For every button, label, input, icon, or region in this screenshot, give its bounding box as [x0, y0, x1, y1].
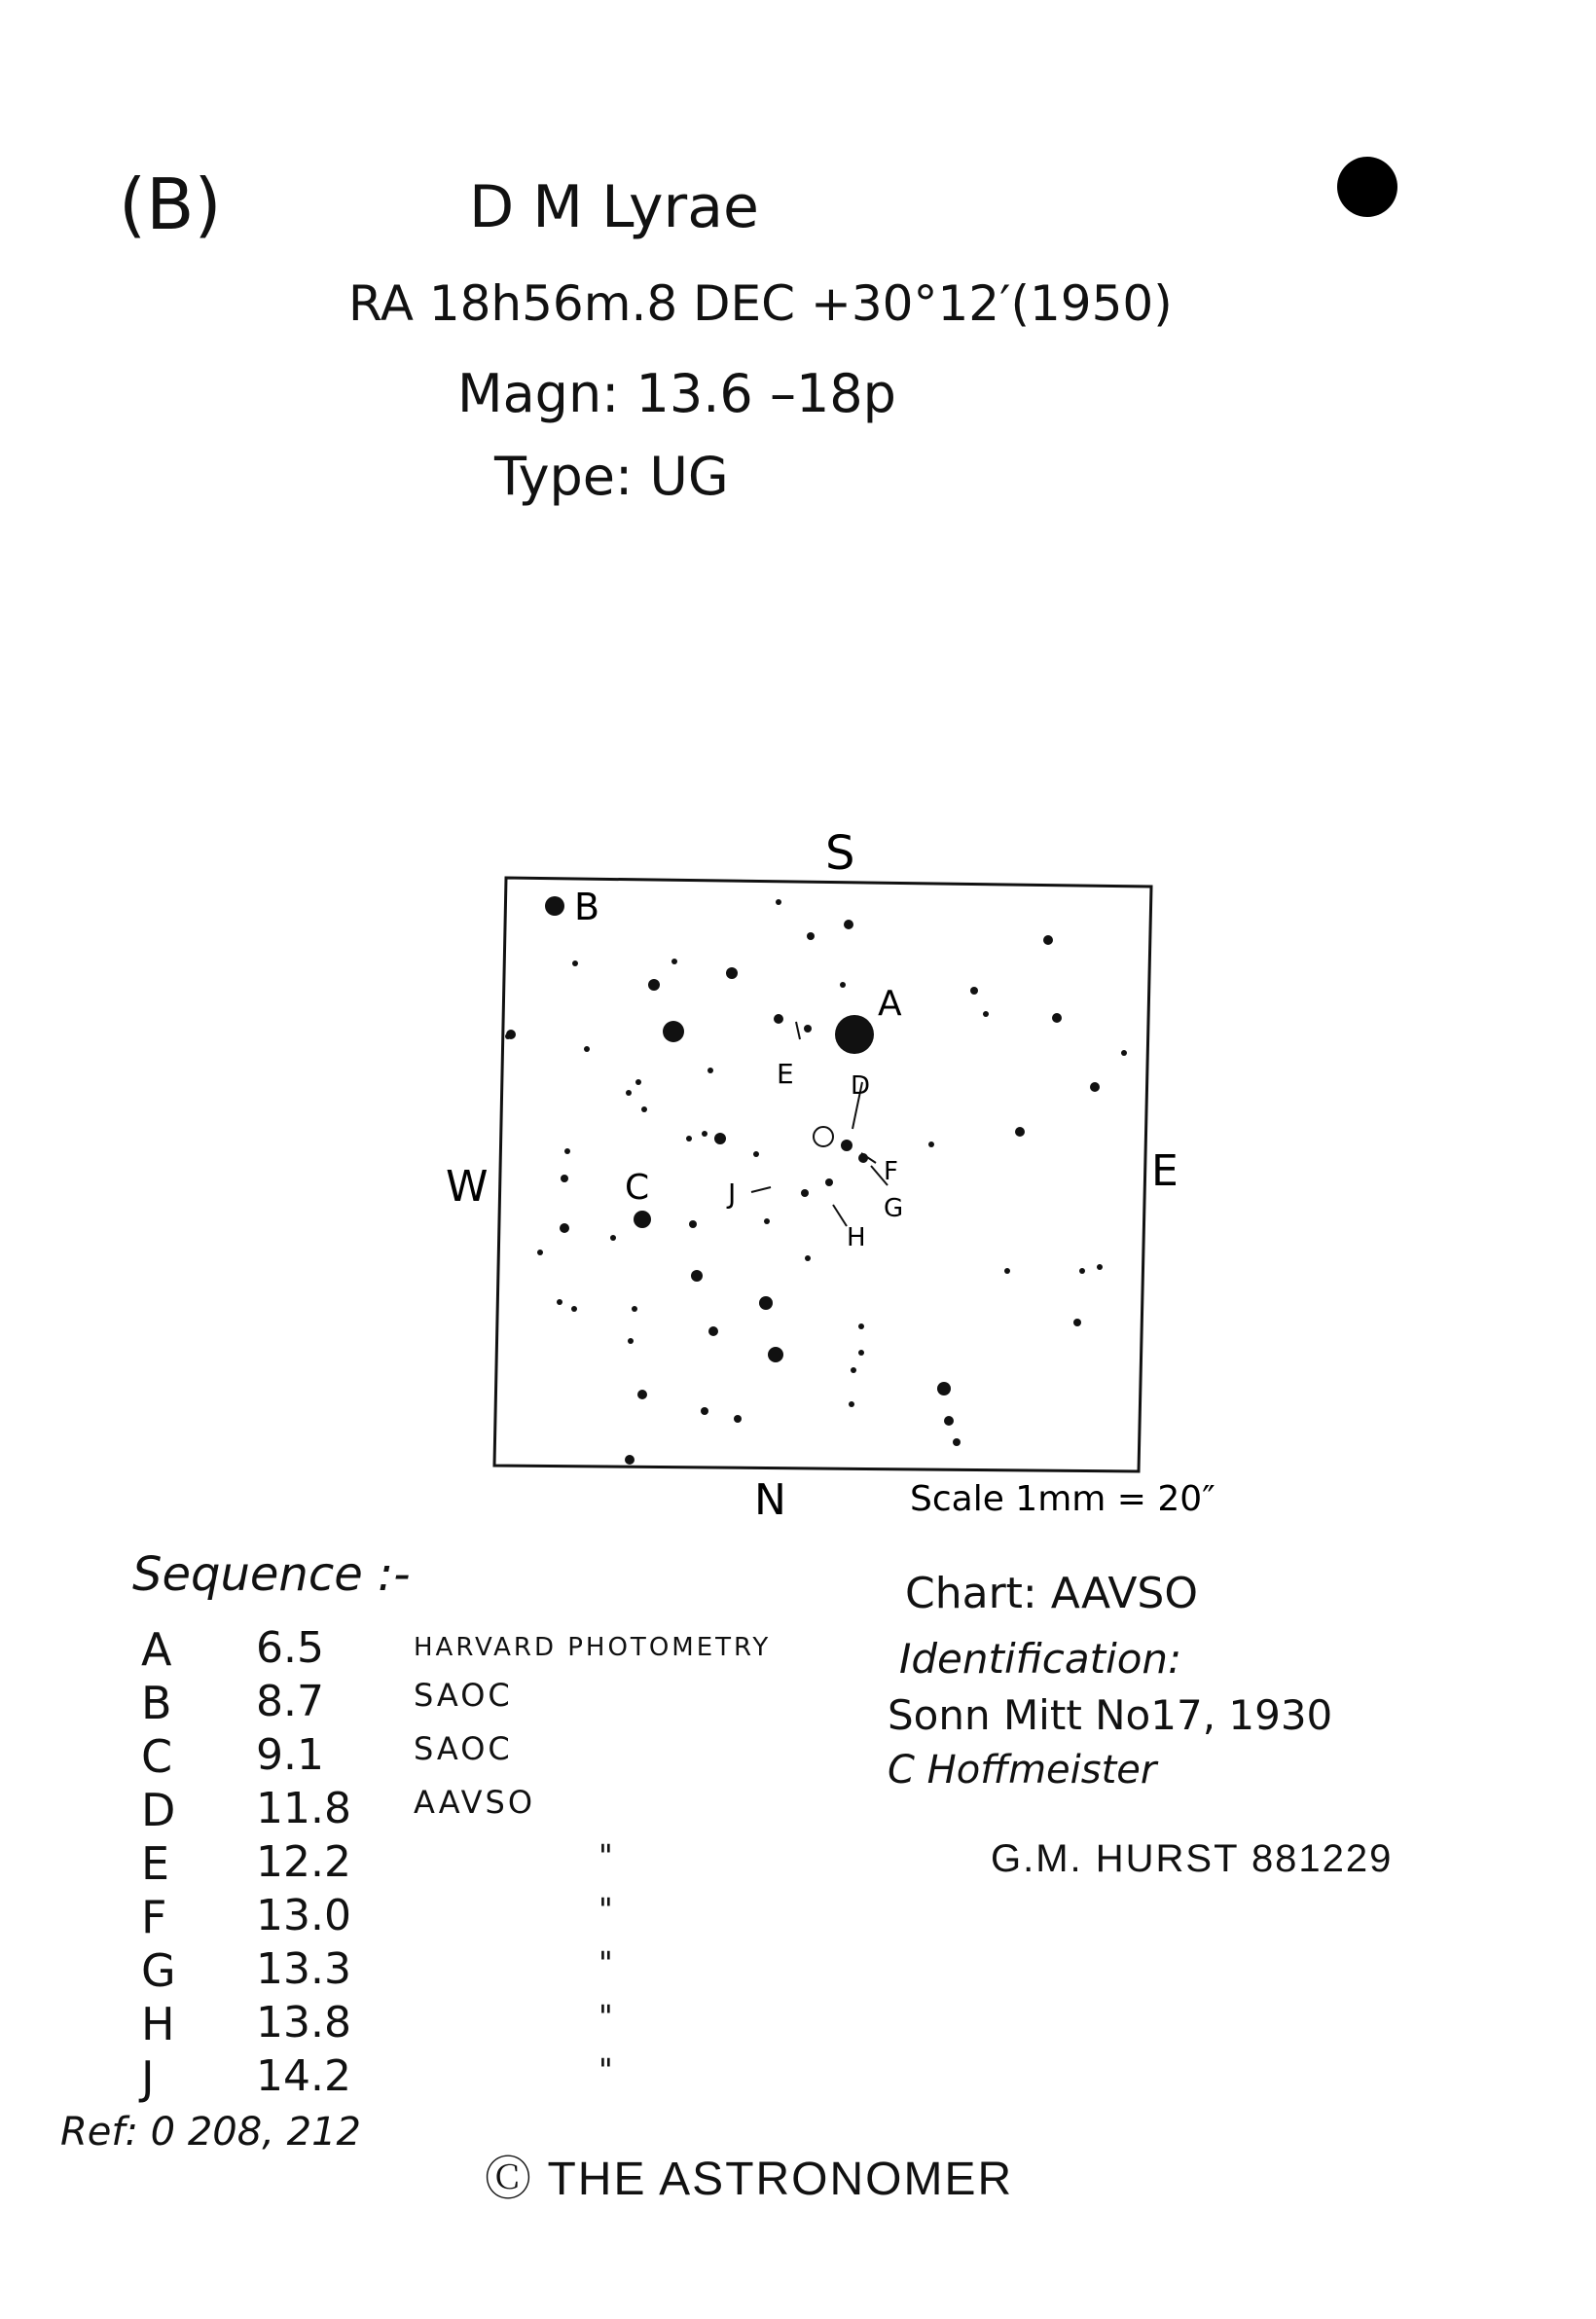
star-dot — [1043, 935, 1053, 945]
star-dot — [557, 1299, 562, 1305]
sequence-letter: H — [141, 1998, 175, 2050]
identification-author: C Hoffmeister — [888, 1748, 1157, 1793]
star-label-j: J — [728, 1178, 737, 1210]
star-dot — [841, 1140, 852, 1151]
star-dot — [851, 1367, 856, 1373]
sequence-source: AAVSO — [414, 1784, 536, 1821]
star-dot — [776, 899, 781, 905]
star-dot — [626, 1090, 632, 1096]
star-coordinates: RA 18h56m.8 DEC +30°12′(1950) — [348, 275, 1173, 332]
identification-ref: Sonn Mitt No17, 1930 — [888, 1691, 1333, 1739]
star-dot — [804, 1025, 812, 1033]
star-dot — [1079, 1268, 1085, 1274]
star-dot — [759, 1296, 773, 1310]
sequence-magnitude: 14.2 — [256, 2051, 351, 2101]
sequence-magnitude: 12.2 — [256, 1837, 351, 1887]
star-label-g: G — [884, 1194, 904, 1223]
sequence-magnitude: 8.7 — [256, 1677, 324, 1726]
star-dot — [637, 1390, 647, 1399]
star-dot — [689, 1220, 697, 1228]
star-dot — [648, 979, 660, 991]
star-label-b: B — [574, 886, 600, 928]
star-dot — [734, 1415, 742, 1423]
star-dot — [572, 960, 578, 966]
chart-frame — [494, 878, 1151, 1471]
star-dot — [702, 1131, 707, 1137]
star-dot — [726, 967, 738, 979]
star-name: D M Lyrae — [469, 173, 759, 241]
star-dot — [840, 982, 846, 988]
star-dot — [1090, 1082, 1100, 1092]
star-dot — [610, 1235, 616, 1241]
star-dot — [686, 1136, 692, 1141]
star-dot — [858, 1350, 864, 1356]
sequence-letter: D — [141, 1784, 176, 1836]
star-dot — [944, 1416, 954, 1426]
direction-west: W — [446, 1162, 489, 1212]
sequence-source: " — [598, 1837, 616, 1874]
sequence-source: " — [598, 1891, 616, 1928]
sequence-magnitude: 11.8 — [256, 1784, 351, 1833]
chart-letter-label: (B) — [119, 163, 222, 245]
star-dot — [691, 1270, 703, 1282]
identification-label: Identification: — [899, 1635, 1182, 1683]
star-dot — [983, 1011, 989, 1017]
sequence-magnitude: 13.8 — [256, 1998, 351, 2047]
sequence-letter: E — [141, 1837, 170, 1890]
star-dot — [858, 1323, 864, 1329]
sequence-magnitude: 13.0 — [256, 1891, 351, 1940]
star-dot — [634, 1211, 651, 1228]
star-dot — [564, 1148, 570, 1154]
sequence-source: " — [598, 1998, 616, 2035]
chart-scale: Scale 1mm = 20″ — [910, 1479, 1215, 1519]
star-dot — [701, 1407, 708, 1415]
chart-source: Chart: AAVSO — [905, 1569, 1198, 1618]
star-dot — [844, 920, 853, 929]
star-dot — [537, 1250, 543, 1255]
star-dot — [801, 1189, 809, 1197]
star-dot — [825, 1178, 833, 1186]
star-dot — [807, 932, 815, 940]
star-dot — [937, 1382, 951, 1395]
sequence-magnitude: 9.1 — [256, 1730, 324, 1780]
star-label-h: H — [847, 1223, 866, 1252]
star-dot — [707, 1068, 713, 1073]
direction-north: N — [754, 1475, 786, 1525]
star-dot — [849, 1401, 854, 1407]
star-dot — [1052, 1013, 1062, 1023]
star-dot — [764, 1218, 770, 1224]
star-type: Type: UG — [494, 446, 729, 507]
sequence-letter: B — [141, 1677, 172, 1729]
star-dot — [714, 1133, 726, 1144]
star-label-f: F — [884, 1157, 898, 1186]
star-dot — [632, 1306, 637, 1312]
star-dot — [774, 1014, 783, 1024]
sequence-source: " — [598, 2051, 616, 2088]
sequence-source: SAOC — [414, 1730, 513, 1767]
star-dot — [625, 1455, 635, 1465]
direction-east: E — [1151, 1146, 1179, 1196]
sequence-source: " — [598, 1944, 616, 1981]
star-dot — [768, 1347, 783, 1362]
star-dot — [663, 1021, 684, 1042]
star-dot — [953, 1438, 961, 1446]
star-dot — [545, 896, 564, 916]
star-dot — [1015, 1127, 1025, 1137]
star-dot — [1121, 1050, 1127, 1056]
star-dot — [628, 1338, 634, 1344]
sequence-letter: J — [141, 2051, 155, 2104]
sequence-letter: A — [141, 1623, 172, 1676]
star-dot — [970, 987, 978, 995]
sequence-letter: F — [141, 1891, 167, 1943]
star-dot — [671, 959, 677, 964]
star-label-d: D — [851, 1071, 871, 1101]
star-label-c: C — [625, 1168, 650, 1208]
sequence-magnitude: 6.5 — [256, 1623, 324, 1673]
sequence-source: HARVARD PHOTOMETRY — [414, 1633, 772, 1662]
reference-note: Ref: 0 208, 212 — [60, 2110, 361, 2155]
star-label-a: A — [878, 984, 902, 1024]
star-dot — [505, 1033, 511, 1039]
copyright-note: Ⓒ THE ASTRONOMER — [485, 2154, 1014, 2205]
label-leader-lines — [751, 1022, 888, 1226]
star-dot — [835, 1015, 874, 1054]
star-dot — [805, 1255, 811, 1261]
star-label-e: E — [777, 1058, 794, 1090]
star-dot — [571, 1306, 577, 1312]
sequence-letter: C — [141, 1730, 173, 1783]
observer-signature: G.M. HURST 881229 — [991, 1837, 1394, 1880]
star-dot — [560, 1223, 569, 1233]
star-dot — [561, 1175, 568, 1182]
star-dot — [641, 1106, 647, 1112]
star-magnitude: Magn: 13.6 –18p — [457, 363, 896, 424]
sequence-source: SAOC — [414, 1677, 513, 1714]
star-dot — [1004, 1268, 1010, 1274]
sequence-magnitude: 13.3 — [256, 1944, 351, 1994]
star-dot — [1097, 1264, 1103, 1270]
star-dot — [708, 1326, 718, 1336]
star-dot — [928, 1141, 934, 1147]
star-dot — [584, 1046, 590, 1052]
sequence-title: Sequence :- — [132, 1547, 411, 1602]
direction-south: S — [825, 826, 855, 881]
star-dot — [1073, 1319, 1081, 1326]
star-dot — [635, 1079, 641, 1085]
star-dot — [753, 1151, 759, 1157]
sequence-letter: G — [141, 1944, 176, 1997]
